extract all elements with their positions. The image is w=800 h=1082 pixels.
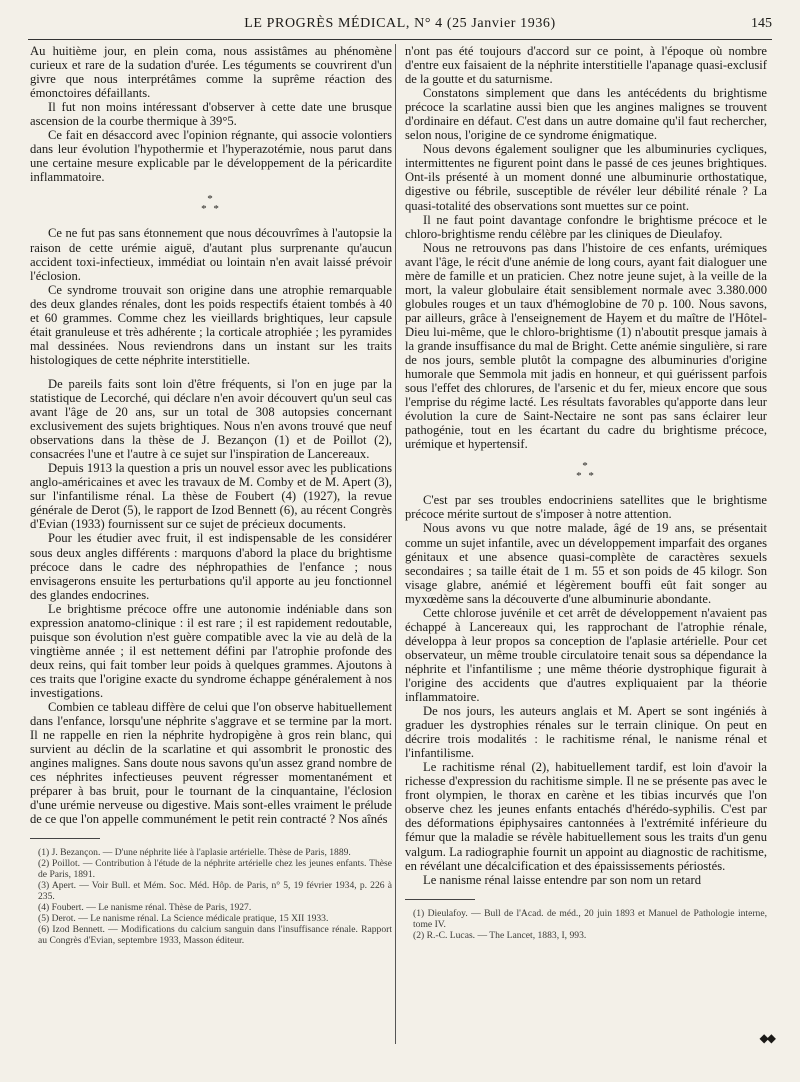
- paragraph: Il fut non moins intéressant d'observer à cette date une brusque ascension de la courbe thermique à 39°5.: [30, 100, 392, 129]
- paragraph: Nous devons également souligner que les albuminuries cycliques, intermittentes ne figurent point dans le passé de ces jeunes brightiques. Ont-ils présenté à un moment donné une albuminurie orthostatique, digestive ou fébrile, susceptible de révéler leur débilité rénale ? La quasi-totalité des observations sont muettes sur ce point.: [405, 142, 767, 213]
- asterism-bottom-left: *: [201, 203, 209, 216]
- paragraph: Nous avons vu que notre malade, âgé de 19 ans, se présentait comme un sujet infantile, avec un développement imparfait des organes génitaux et une absence quasi-complète de caractères sexuels secondaires ; sa taille était de 1 m. 55 et son poids de 45 kilogr. Son visage glabre, anémié et légèrement bouffi eût fait songer au myxœdème sans la découverte d'une albuminurie abondante.: [405, 521, 767, 606]
- paragraph: Cette chlorose juvénile et cet arrêt de développement n'avaient pas échappé à Lancereaux qui, les rapprochant de l'atrophie rénale, développa à leur propos sa conception de l'aplasie artérielle. Pour cet observateur, un même trouble circulatoire tenait sous sa dépendance la néphrite et l'infantilisme ; une même théorie dystrophique figurait à l'origine des accidents que d'autres expliquaient par la théorie inflammatoire.: [405, 605, 767, 705]
- page-header: [28, 12, 772, 40]
- asterism-top: *: [207, 193, 215, 206]
- running-title: LE PROGRÈS MÉDICAL, N° 4 (25 Janvier 1936): [244, 16, 556, 31]
- asterism-bottom-right: *: [213, 203, 221, 216]
- paragraph: Depuis 1913 la question a pris un nouvel essor avec les publications anglo-américaines et avec les travaux de M. Comby et de M. Apert (3), sur l'infantilisme rénal. La thèse de Foubert (4) (1927), la revue générale de Derot (5), le rapport de Izod Bennett (6), au récent Congrès d'Evian (1933) fournissent sur ce sujet de précieux documents.: [30, 461, 392, 532]
- paragraph: Le rachitisme rénal (2), habituellement tardif, est loin d'avoir la richesse d'expression du rachitisme simple. Il ne se présente pas avec le front olympien, le thorax en carène et les tibias incurvés que l'on observe chez les jeunes enfants entachés d'hérédo-syphilis. C'est par des déformations épiphysaires cantonnées à l'extrémité inférieure du fémur que la maladie se révèle habituellement sous les traits d'un genu valgum. La radiographie fournit un appoint au diagnostic de rachitisme, en révélant une décalcification et des épaississements périostés.: [405, 760, 767, 873]
- paragraph: Le nanisme rénal laisse entendre par son nom un retard: [423, 872, 702, 887]
- footnote: (4) Foubert. — Le nanisme rénal. Thèse de Paris, 1927.: [38, 902, 252, 914]
- paragraph: Ce fait en désaccord avec l'opinion régnante, qui associe volontiers dans leur évolution l'hypothermie et l'hyperazotémie, nous parut dans une certaine mesure explicable par le développement de la péricardite inflammatoire.: [30, 128, 392, 185]
- footnote: (6) Izod Bennett. — Modifications du calcium sanguin dans l'insuffisance rénale. Rapport au Congrès d'Evian, septembre 1933, Masson éditeur.: [38, 924, 392, 947]
- asterism-bottom-right: *: [588, 470, 596, 483]
- paragraph: Il ne faut point davantage confondre le brightisme précoce et le chloro-brightisme rendu célèbre par les cliniques de Dieulafoy.: [405, 212, 767, 241]
- paragraph: Pour les étudier avec fruit, il est indispensable de les considérer sous deux angles différents : marquons d'abord la place du brightisme précoce dans le cadre des néphropathies de l'enfance ; nous envisagerons ensuite les perturbations qu'il apporte au jeu fonctionnel des glandes endocrines.: [30, 531, 392, 602]
- paragraph: Au huitième jour, en plein coma, nous assistâmes au phénomène curieux et rare de la sudation d'urée. Les téguments se couvrirent d'un givre que nous interprétâmes comme la suprême réaction des émonctoires défaillants.: [30, 44, 392, 101]
- footnote: (1) Dieulafoy. — Bull de l'Acad. de méd., 20 juin 1893 et Manuel de Pathologie interne, tome IV.: [413, 907, 767, 930]
- footnote: (5) Derot. — Le nanisme rénal. La Science médicale pratique, 15 XII 1933.: [38, 913, 329, 925]
- header-rule: [28, 39, 772, 40]
- footnote-rule: [405, 899, 475, 900]
- footnote: (3) Apert. — Voir Bull. et Mém. Soc. Méd. Hôp. de Paris, n° 5, 19 février 1934, p. 226 à 235.: [38, 880, 392, 903]
- asterism-top: *: [582, 460, 590, 473]
- paragraph: Ce syndrome trouvait son origine dans une atrophie remarquable des deux glandes rénales, dont les poids respectifs étaient tombés à 40 et 60 grammes. Comme chez les vieillards brightiques, leur capsule était granuleuse et très adhérente ; la corticale atrophiée ; les pyramides mal dessinées. Nous reviendrons dans un instant sur les traits histologiques de cette néphrite interstitielle.: [30, 282, 392, 367]
- footnote: (1) J. Bezançon. — D'une néphrite liée à l'aplasie artérielle. Thèse de Paris, 1889.: [38, 847, 351, 859]
- paragraph: Nous ne retrouvons pas dans l'histoire de ces enfants, urémiques avant l'âge, le récit d'une anémie de long cours, ayant fait dialoguer une mère de famille et un praticien. Chez notre jeune sujet, à la veille de la mort, la valeur globulaire était sensiblement normale avec 3.380.000 globules rouges et un taux d'hémoglobine de 70 p. 100. Nous savons, par ailleurs, grâce à l'enseignement de Hayem et du maître de l'Hôtel-Dieu lui-même, que le chloro-brightisme (1) n'aboutit presque jamais à la grande insuffisance du mal de Bright. Cette anémie singulière, si rare de nos jours, semble plutôt la compagne des albuminuries d'origine humorale que Semmola mit jadis en honneur, et qui guérissent parfois sous l'effet des chlorures, de l'arsenic et du fer, mieux encore que sous l'emprise du régime lacté. Les résultats favorables qu'apporte dans leur évolution la cure de Saint-Nectaire ne sont pas sans éclairer leur pathogénie, tout en les écartant du cadre du brightisme précoce, urémique et hypertensif.: [405, 240, 767, 452]
- paragraph: Le brightisme précoce offre une autonomie indéniable dans son expression anatomo-clinique : il est rare ; il est rapidement redoutable, puisque son évolution n'est guère compatible avec la vie au delà de la vingtième année ; il est nettement défini par l'atrophie profonde des deux reins, qui fait tomber leur poids à quelques grammes. Ajoutons à ces traits que l'origine exacte du syndrome échappe généralement à nos investigations.: [30, 601, 392, 700]
- paragraph: Ce ne fut pas sans étonnement que nous découvrîmes à l'autopsie la raison de cette urémie aiguë, d'autant plus surprenante qu'aucun accident toxi-infectieux, immédiat ou lointain n'en avait laissé prévoir l'éclosion.: [30, 226, 392, 283]
- paragraph: C'est par ses troubles endocriniens satellites que le brightisme précoce mérite surtout de s'imposer à notre attention.: [405, 493, 767, 522]
- footnote-rule: [30, 838, 100, 839]
- footnote: (2) R.-C. Lucas. — The Lancet, 1883, I, 993.: [413, 929, 587, 941]
- footnote: (2) Poillot. — Contribution à l'étude de la néphrite artérielle chez les jeunes enfants. Thèse de Paris, 1891.: [38, 858, 392, 881]
- footnotes: [30, 847, 392, 946]
- footnotes: [405, 908, 767, 941]
- paragraph: Constatons simplement que dans les antécédents du brightisme précoce la scarlatine aussi bien que les angines malignes se trouvent d'ordinaire en défaut. C'est dans un autre domaine qu'il faut rechercher, selon nous, l'origine de ce syndrome énigmatique.: [405, 86, 767, 143]
- paragraph: Combien ce tableau diffère de celui que l'on observe habituellement dans l'enfance, lorsqu'une néphrite s'aggrave et se termine par la mort. Il ne rappelle en rien la néphrite hydropigène à gros rein blanc, qui survient au déclin de la scarlatine et qui assombrit le pronostic des angines malignes. Sans doute nous savons qu'un assez grand nombre de ces néphrites infectieuses peuvent régresser momentanément et préparer à bas bruit, pour le tournant de la cinquantaine, l'éclosion d'une urémie nerveuse ou digestive. Mais sont-elles vraiment le prélude de ce que l'on appelle communément le petit rein contracté ? Nos aînés: [30, 700, 392, 827]
- paragraph: De pareils faits sont loin d'être fréquents, si l'on en juge par la statistique de Lecorché, qui déclare n'en avoir découvert qu'un seul cas avant l'âge de 20 ans, sur un total de 308 autopsies concernant exclusivement des sujets brightiques. Nous n'en avons trouvé que neuf observations dans la thèse de J. Bezançon (1) et de Poillot (2), consacrées l'une et l'autre à ce sujet sur l'inspiration de Lancereaux.: [30, 376, 392, 462]
- left-column: [30, 44, 392, 1074]
- paragraph: n'ont pas été toujours d'accord sur ce point, à l'époque où nombre d'entre eux faisaient de la néphrite interstitielle l'apanage quasi-exclusif de la goutte et du saturnisme.: [405, 44, 767, 87]
- end-ornament: ◆◆: [759, 1031, 774, 1045]
- right-column: [405, 44, 767, 1074]
- asterism-bottom-left: *: [576, 470, 584, 483]
- column-rule: [395, 44, 396, 1044]
- section-separator: [30, 194, 392, 214]
- paragraph: De nos jours, les auteurs anglais et M. Apert se sont ingéniés à graduer les dystrophies rénales sur le terrain clinique. On peut en décrire trois modalités : le rachitisme rénal, le nanisme rénal et l'infantilisme.: [405, 704, 767, 761]
- section-separator: [405, 461, 767, 481]
- page-number: 145: [751, 16, 772, 31]
